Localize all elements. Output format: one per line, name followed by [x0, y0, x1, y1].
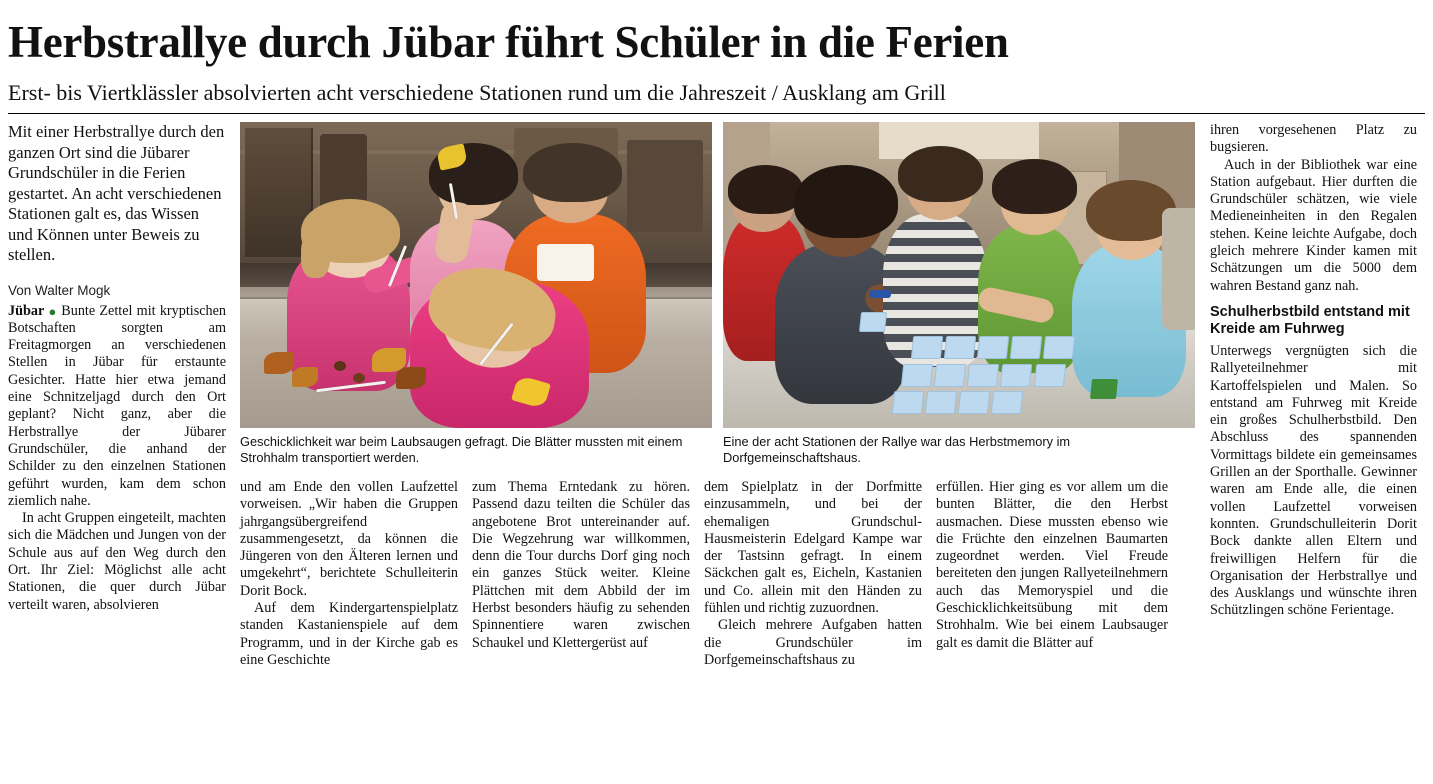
- photo-leaf-straw-activity: [240, 122, 712, 428]
- column-right: [1196, 122, 1417, 669]
- section-subheading: Schulherbstbild entstand mit Kreide am Fuhrweg: [1210, 303, 1410, 338]
- child-hair: [898, 146, 983, 201]
- column-middle: [240, 122, 1196, 669]
- column1-para1: Bunte Zettel mit kryptischen Botschaften sorgten am Freitagmorgen an verschiedenen Stellen in Jübar für erstaunte Gesichter. Hatte hier etwa jemand eine Schnitzeljagd durch den Ort geplant? Nicht ganz, aber die Herbstrallye der Jübarer Grundschüler, die anhand der Schilder zu den einzelnen Stationen geführt wurden, kam dem schon ziemlich nahe.: [8, 302, 227, 509]
- header-divider: [8, 113, 1425, 114]
- column-left: [8, 122, 240, 669]
- byline: Von Walter Mogk: [8, 282, 111, 298]
- column1-para2: In acht Gruppen eingeteilt, machten sich die Mädchen und Jungen von der Schule aus auf den Weg durch den Ort. Ihr Ziel: Möglichst alle acht Stationen, die quer durch Jübar verteilt waren, absolvieren: [8, 510, 226, 613]
- child-hair: [523, 143, 622, 201]
- photo-caption: Eine der acht Stationen der Rallye war das Herbstmemory im Dorfgemeinschaftshaus.: [723, 434, 1071, 465]
- column2-para2: Auf dem Kindergartenspielplatz standen Kastanienspiele auf dem Programm, und in der Kirche gab es eine Geschichte: [240, 600, 458, 668]
- column2-para1: und am Ende den vollen Laufzettel vorweisen. „Wir haben die Gruppen jahrgangsübergreifend zusammengesetzt, da können die Jüngeren von den Älteren lernen und umgekehrt“, berichtete Schulleiterin Dorit Bock.: [240, 479, 458, 599]
- column6-para3: Unterwegs vergnügten sich die Rallyeteilnehmer mit Kartoffelspielen und Malen. So entstand am Fuhrweg mit Kreide ein großes Schulherbstbild. Den Abschluss des spannenden Vormittags bildete ein gemeinsames Grillen an der Sporthalle. Gewinner waren am Ende alle, die einen vollen Laufzettel vorweisen konnten. Grundschulleiterin Dorit Bock dankte allen Eltern und freiwilligen Helfern für die Organisation der Herbstrallye und des Ausklangs und wünschte ihren Schützlingen schöne Ferientage.: [1210, 342, 1417, 619]
- article-body: [8, 122, 1425, 669]
- photo-block-1: [240, 122, 712, 465]
- column-left-text: [8, 303, 226, 614]
- child-hair: [794, 165, 898, 238]
- column4-para1: dem Spielplatz in der Dorfmitte einzusammeln, und bei der ehemaligen Grundschul-Hausmeisterin Edelgard Kampe war der Tastsinn gefragt. In einem Säckchen galt es, Eicheln, Kastanien und Co. allein mit den Händen zu fühlen und richtig zuzuordnen.: [704, 479, 922, 617]
- column6-bottom-text: [1210, 343, 1417, 620]
- newspaper-page: [0, 16, 1433, 784]
- child-hair: [728, 165, 804, 214]
- column6-para2: Auch in der Bibliothek war eine Station aufgebaut. Hier durften die Grundschüler schätzen, wie viele Medieneinheiten in den Regalen stehen. Keine leichte Aufgabe, doch gleich mehrere Kinder kamen mit Schätzungen um die 5000 dem wahren Bestand ganz nah.: [1210, 156, 1417, 294]
- column3-para1: zum Thema Erntedank zu hören. Passend dazu teilten die Schüler das angebotene Brot untereinander auf. Die Wegzehrung war willkommen, denn die Tour durchs Dorf ging noch ein ganzes Stück weiter. Kleine Plättchen mit dem Abbild der im Herbst besonders häufig zu sehenden Spinnentiere waren zwischen Schaukel und Klettergerüst auf: [472, 479, 690, 651]
- column6-para1: ihren vorgesehenen Platz zu bugsieren.: [1210, 122, 1417, 156]
- page-title: Herbstrallye durch Jübar führt Schüler in die Ferien: [8, 17, 1009, 67]
- photo-row: [240, 122, 1196, 465]
- photo-block-2: [723, 122, 1195, 465]
- column4-para2: Gleich mehrere Aufgaben hatten die Grundschüler im Dorfgemeinschaftshaus zu: [704, 617, 922, 668]
- column-5: [936, 479, 1168, 669]
- subheadline: Erst- bis Viertklässler absolvierten acht verschiedene Stationen rund um die Jahreszeit / Ausklang am Grill: [8, 80, 946, 105]
- dateline-bullet-icon: ●: [48, 303, 58, 319]
- column-4: [704, 479, 936, 669]
- lower-text-columns: [240, 479, 1196, 669]
- column-2: [240, 479, 472, 669]
- photo-caption: Geschicklichkeit war beim Laubsaugen gefragt. Die Blätter mussten mit einem Strohhalm transportiert werden.: [240, 434, 683, 465]
- lead-paragraph: Mit einer Herbstrallye durch den ganzen Ort sind die Jübarer Grundschüler in die Ferien gestartet. An acht verschiedenen Stationen galt es, das Wissen und Können unter Beweis zu stellen.: [8, 122, 225, 264]
- photo-memory-game: [723, 122, 1195, 428]
- child-hair: [992, 159, 1077, 214]
- column5-para1: erfüllen. Hier ging es vor allem um die bunten Blätter, die den Herbst ausmachen. Diese mussten ebenso wie die Früchte den einzelnen Baumarten zugeordnet werden. Viel Freude bereiteten den jungen Rallyeteilnehmern auch das Memoryspiel und die Geschicklichkeitsübung mit dem Strohhalm. Wie bei einem Laubsauger galt es damit die Blätter auf: [936, 479, 1168, 651]
- column-3: [472, 479, 704, 669]
- column6-top-text: [1210, 122, 1417, 295]
- dateline: Jübar: [8, 302, 45, 319]
